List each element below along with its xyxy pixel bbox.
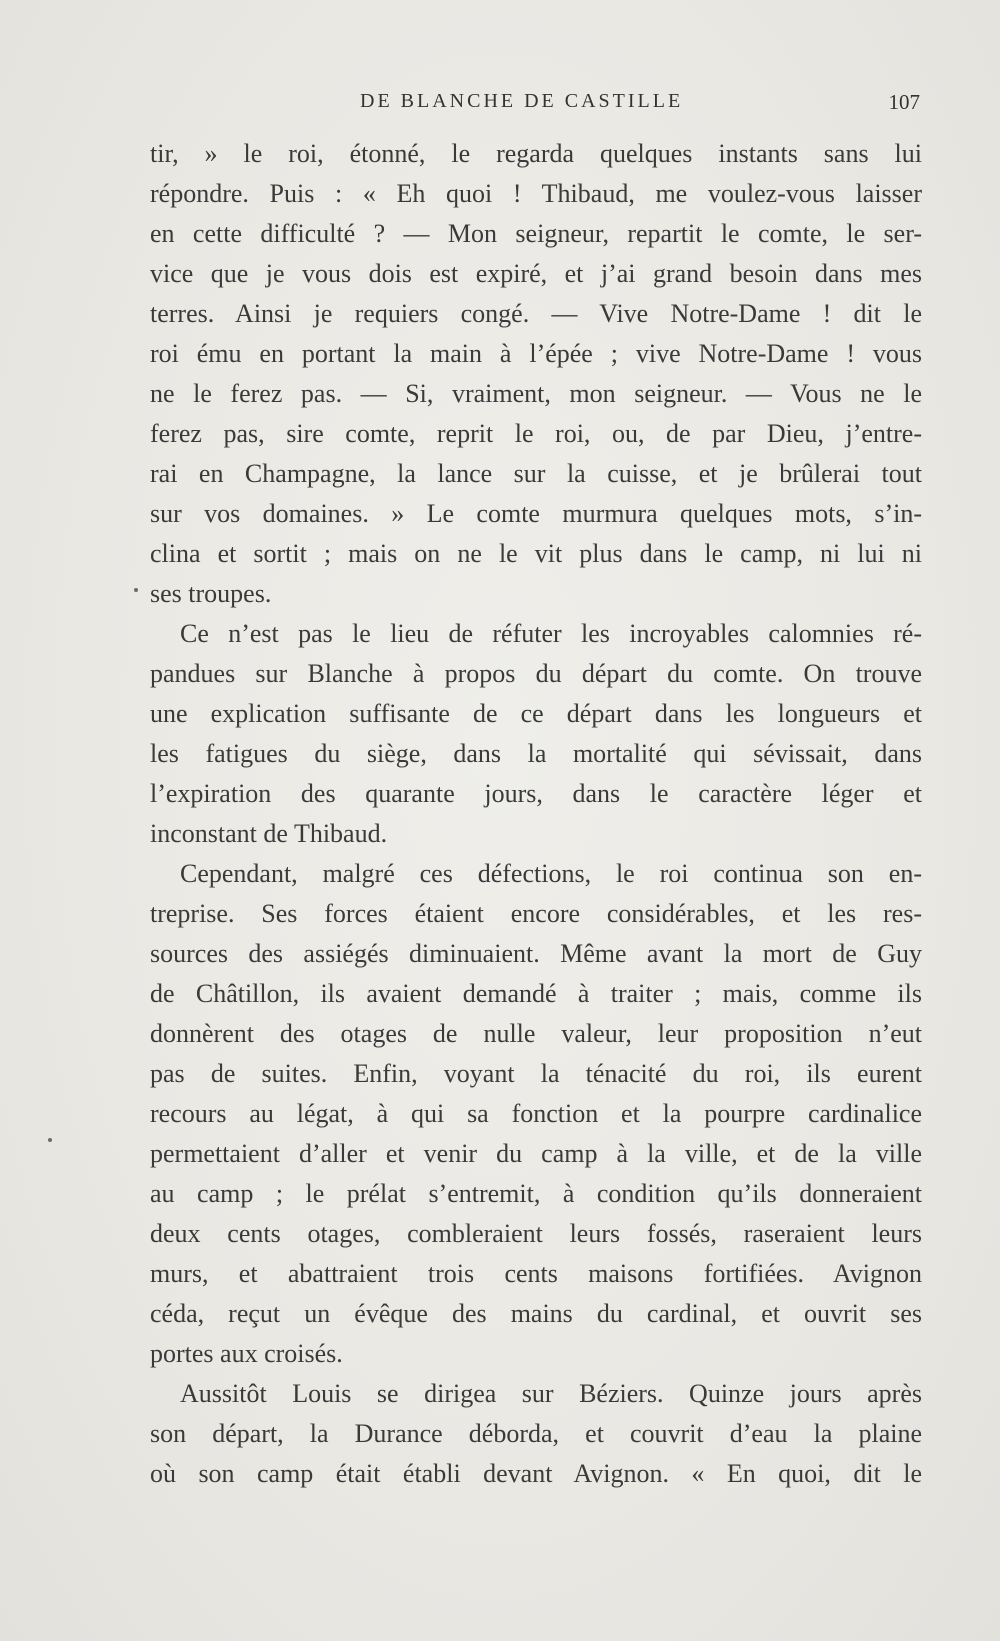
paper-speck — [48, 1138, 52, 1142]
text-line: rai en Champagne, la lance sur la cuisse, et je brûlerai tout — [150, 459, 922, 488]
text-line: son départ, la Durance déborda, et couvrit d’eau la plaine — [150, 1419, 922, 1448]
text-line: ne le ferez pas. — Si, vraiment, mon seigneur. — Vous ne le — [150, 379, 922, 408]
text-line: pas de suites. Enfin, voyant la ténacité du roi, ils eurent — [150, 1059, 922, 1088]
text-line: terres. Ainsi je requiers congé. — Vive Notre-Dame ! dit le — [150, 299, 922, 328]
text-line: répondre. Puis : « Eh quoi ! Thibaud, me voulez-vous laisser — [150, 179, 922, 208]
text-line: ses troupes. — [150, 579, 272, 608]
text-line: l’expiration des quarante jours, dans le caractère léger et — [150, 779, 922, 808]
text-line: recours au légat, à qui sa fonction et la pourpre cardinalice — [150, 1099, 922, 1128]
text-line: clina et sortit ; mais on ne le vit plus dans le camp, ni lui ni — [150, 539, 922, 568]
text-line: deux cents otages, combleraient leurs fossés, raseraient leurs — [150, 1219, 922, 1248]
text-line: roi ému en portant la main à l’épée ; vive Notre-Dame ! vous — [150, 339, 922, 368]
text-line: sur vos domaines. » Le comte murmura quelques mots, s’in- — [150, 499, 922, 528]
text-line: murs, et abattraient trois cents maisons fortifiées. Avignon — [150, 1259, 922, 1288]
text-line: permettaient d’aller et venir du camp à la ville, et de la ville — [150, 1139, 922, 1168]
text-line: portes aux croisés. — [150, 1339, 343, 1368]
text-line: en cette difficulté ? — Mon seigneur, repartit le comte, le ser- — [150, 219, 922, 248]
text-line: tir, » le roi, étonné, le regarda quelques instants sans lui — [150, 139, 922, 168]
text-line: céda, reçut un évêque des mains du cardinal, et ouvrit ses — [150, 1299, 922, 1328]
text-line: treprise. Ses forces étaient encore considérables, et les res- — [150, 899, 922, 928]
text-line: une explication suffisante de ce départ dans les longueurs et — [150, 699, 922, 728]
running-head: DE BLANCHE DE CASTILLE — [360, 90, 684, 112]
text-line: pandues sur Blanche à propos du départ du comte. On trouve — [150, 659, 922, 688]
text-line: Aussitôt Louis se dirigea sur Béziers. Quinze jours après — [180, 1379, 922, 1408]
page-number: 107 — [888, 90, 920, 114]
text-line: ferez pas, sire comte, reprit le roi, ou, de par Dieu, j’entre- — [150, 419, 922, 448]
text-line: où son camp était établi devant Avignon. « En quoi, dit le — [150, 1459, 922, 1488]
text-line: de Châtillon, ils avaient demandé à traiter ; mais, comme ils — [150, 979, 922, 1008]
text-line: les fatigues du siège, dans la mortalité qui sévissait, dans — [150, 739, 922, 768]
text-line: inconstant de Thibaud. — [150, 819, 388, 848]
text-line: vice que je vous dois est expiré, et j’ai grand besoin dans mes — [150, 259, 922, 288]
text-line: Ce n’est pas le lieu de réfuter les incroyables calomnies ré- — [180, 619, 922, 648]
paper-speck — [134, 588, 138, 592]
page-header — [150, 90, 920, 120]
text-line: sources des assiégés diminuaient. Même avant la mort de Guy — [150, 939, 922, 968]
body-text — [150, 134, 922, 1494]
text-line: donnèrent des otages de nulle valeur, leur proposition n’eut — [150, 1019, 922, 1048]
text-line: Cependant, malgré ces défections, le roi continua son en- — [180, 859, 922, 888]
text-line: au camp ; le prélat s’entremit, à condition qu’ils donneraient — [150, 1179, 922, 1208]
